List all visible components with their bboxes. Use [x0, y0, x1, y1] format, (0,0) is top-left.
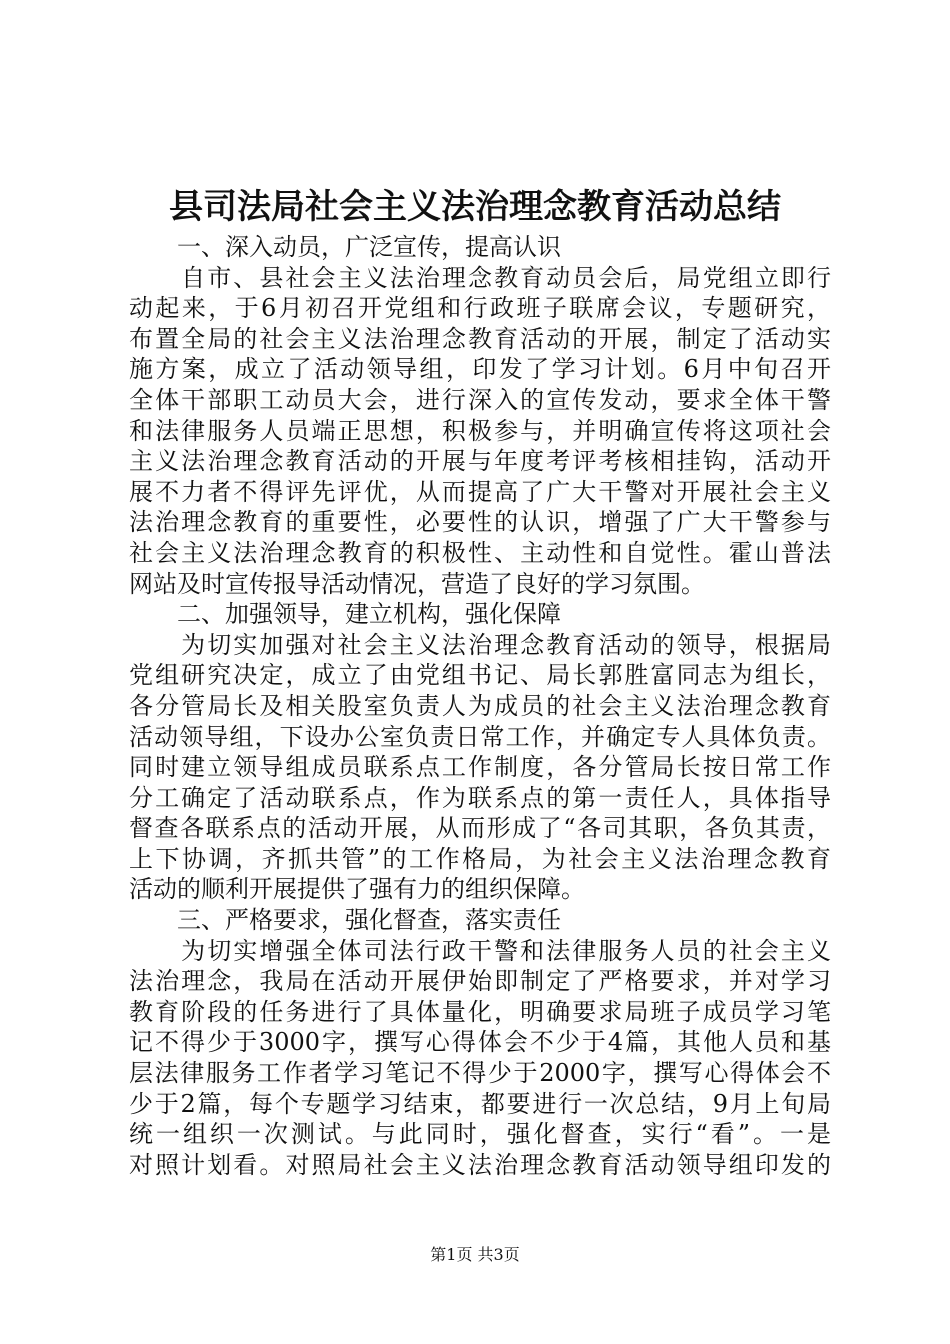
paragraph-line: 自市、县社会主义法治理念教育动员会后，局党组立即行: [129, 263, 831, 292]
paragraph-line: 教育阶段的任务进行了具体量化，明确要求局班子成员学习笔: [129, 997, 831, 1026]
paragraph-line: 为切实加强对社会主义法治理念教育活动的领导，根据局: [129, 630, 831, 659]
paragraph-line: 活动的顺利开展提供了强有力的组织保障。: [129, 875, 585, 904]
paragraph-line: 层法律服务工作者学习笔记不得少于2000字，撰写心得体会不: [129, 1059, 831, 1088]
paragraph-line: 同时建立领导组成员联系点工作制度，各分管局长按日常工作: [129, 753, 831, 782]
paragraph-line: 活动领导组，下设办公室负责日常工作，并确定专人具体负责。: [129, 722, 831, 751]
paragraph-line: 党组研究决定，成立了由党组书记、局长郭胜富同志为组长，: [129, 661, 831, 690]
section-heading: 二、加强领导，建立机构，强化保障: [129, 600, 561, 629]
paragraph-line: 网站及时宣传报导活动情况，营造了良好的学习氛围。: [129, 569, 705, 598]
paragraph-line: 社会主义法治理念教育的积极性、主动性和自觉性。霍山普法: [129, 538, 831, 567]
document-body: [129, 232, 831, 1180]
paragraph-line: 少于2篇，每个专题学习结束，都要进行一次总结，9月上旬局: [129, 1089, 831, 1118]
paragraph-line: 展不力者不得评先评优，从而提高了广大干警对开展社会主义: [129, 477, 831, 506]
paragraph-line: 督查各联系点的活动开展，从而形成了“各司其职，各负其责，: [129, 814, 831, 843]
paragraph-line: 对照计划看。对照局社会主义法治理念教育活动领导组印发的: [129, 1150, 831, 1179]
paragraph-line: 法治理念，我局在活动开展伊始即制定了严格要求，并对学习: [129, 967, 831, 996]
paragraph-line: 分工确定了活动联系点，作为联系点的第一责任人，具体指导: [129, 783, 831, 812]
paragraph-line: 主义法治理念教育活动的开展与年度考评考核相挂钩，活动开: [129, 447, 831, 476]
paragraph-line: 统一组织一次测试。与此同时，强化督查，实行“看”。一是: [129, 1120, 831, 1149]
section-heading: 一、深入动员，广泛宣传，提高认识: [129, 233, 561, 261]
paragraph-line: 为切实增强全体司法行政干警和法律服务人员的社会主义: [129, 936, 831, 965]
paragraph-line: 和法律服务人员端正思想，积极参与，并明确宣传将这项社会: [129, 416, 831, 445]
page-footer: 第1页 共3页: [430, 1245, 520, 1264]
paragraph-line: 布置全局的社会主义法治理念教育活动的开展，制定了活动实: [129, 324, 831, 353]
paragraph-line: 法治理念教育的重要性，必要性的认识，增强了广大干警参与: [129, 508, 831, 537]
paragraph-line: 各分管局长及相关股室负责人为成员的社会主义法治理念教育: [129, 691, 831, 720]
paragraph-line: 施方案，成立了活动领导组，印发了学习计划。6月中旬召开: [129, 355, 831, 384]
paragraph-line: 上下协调，齐抓共管”的工作格局，为社会主义法治理念教育: [129, 844, 831, 873]
paragraph-line: 动起来，于6月初召开党组和行政班子联席会议，专题研究，: [129, 294, 831, 323]
paragraph-line: 记不得少于3000字，撰写心得体会不少于4篇，其他人员和基: [129, 1028, 831, 1057]
section-heading: 三、严格要求，强化督查，落实责任: [129, 906, 561, 935]
document-title: 县司法局社会主义法治理念教育活动总结: [169, 187, 781, 227]
paragraph-line: 全体干部职工动员大会，进行深入的宣传发动，要求全体干警: [129, 385, 831, 414]
